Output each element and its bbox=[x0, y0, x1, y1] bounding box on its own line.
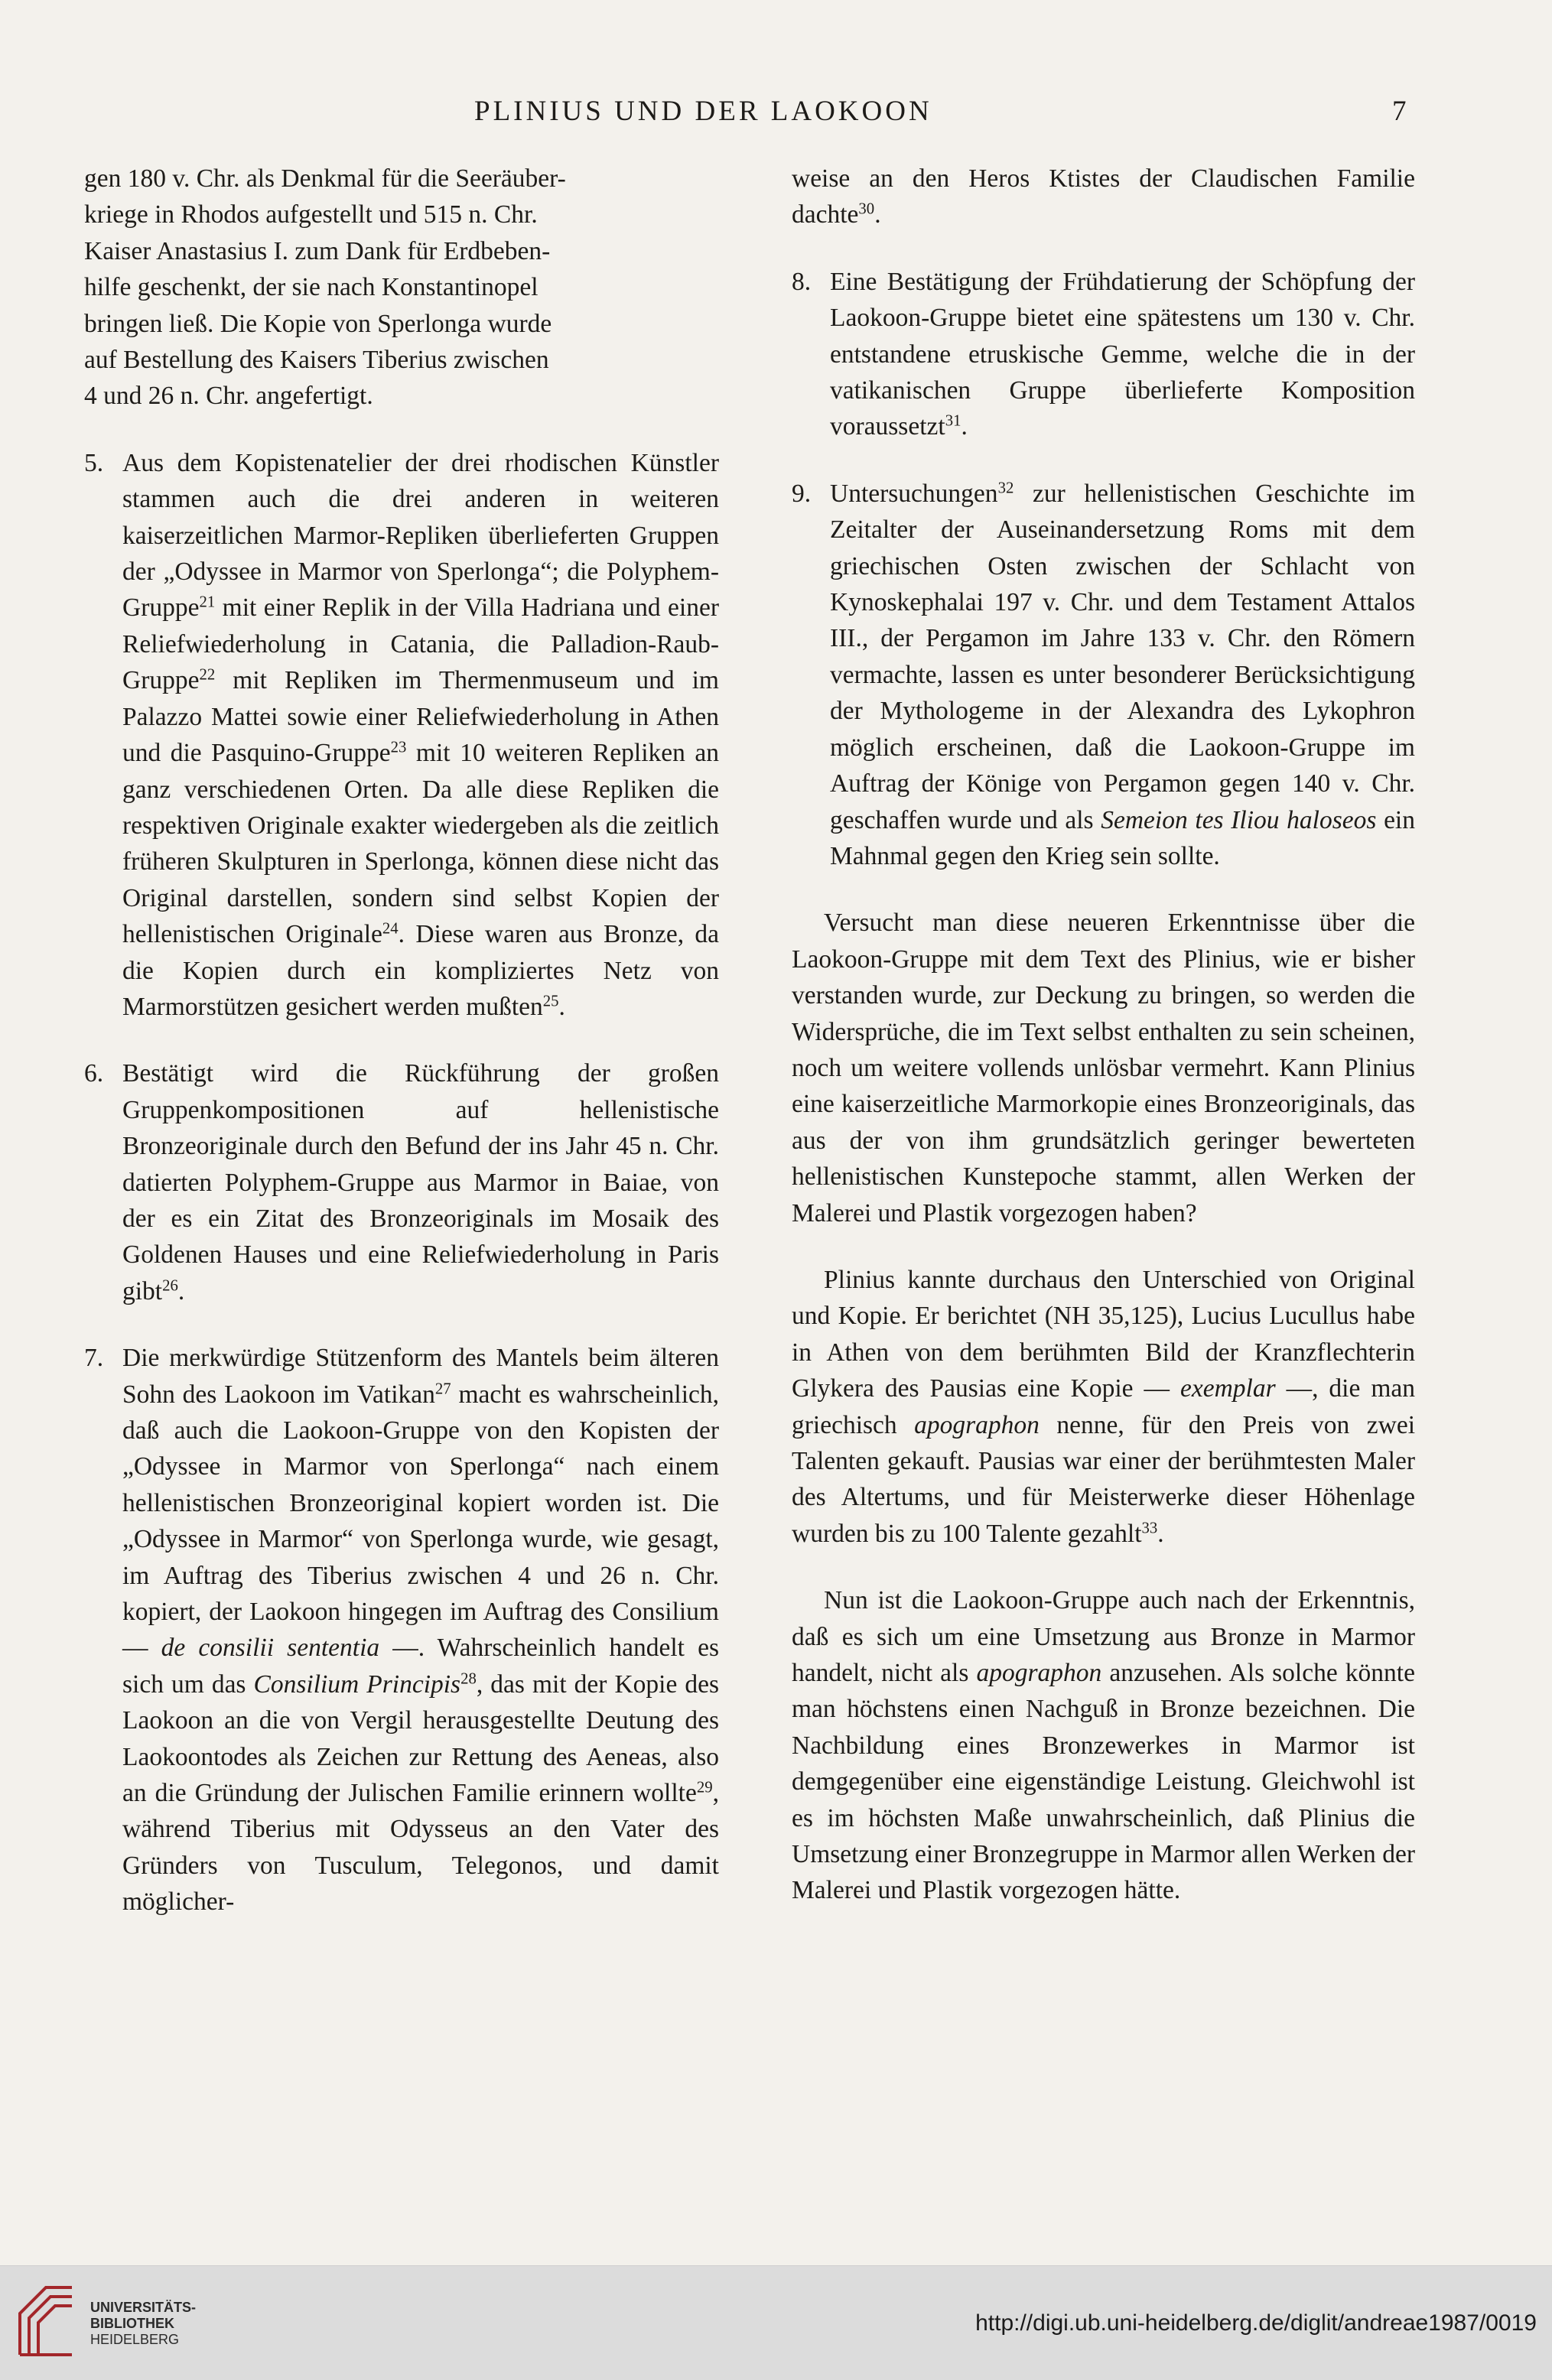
paragraph-text: . bbox=[1157, 1519, 1164, 1548]
right-column bbox=[792, 161, 1415, 1909]
item-text: Aus dem Kopistenatelier der drei rhodischen Künstler stammen auch die drei anderen in weiteren kaiserzeitlichen Marmor-Repliken überlieferten Gruppen der „Odyssee in Marmor von Sperlonga“; die Polyphem-Gruppe bbox=[122, 448, 719, 623]
text-line: 4 und 26 n. Chr. angefertigt. bbox=[84, 382, 373, 411]
footnote-ref: 30 bbox=[858, 200, 875, 218]
footnote-ref: 33 bbox=[1141, 1519, 1158, 1537]
footnote-ref: 25 bbox=[542, 992, 559, 1010]
item-text: macht es wahrscheinlich, daß auch die Laokoon-Gruppe von den Kopisten der „Odyssee in Marmor von Sperlonga“ nach einem hellenistischen Bronzeoriginal kopiert worden ist. Die „Odyssee in Marmor“ von Sperlonga wurde, wie gesagt, im Auftrag des Tiberius zwischen 4 und 26 n. Chr. kopiert, der Laokoon hingegen im Auftrag des Consilium — bbox=[122, 1380, 720, 1663]
item-text: , das mit der Kopie des Laokoon an die von Vergil herausgestellte Deutung des Laokoontodes als Zeichen zur Rettung des Aeneas, also an die Gründung der Julischen Familie erinnern wollte bbox=[122, 1670, 719, 1808]
body-paragraph-3 bbox=[792, 1582, 1415, 1909]
italic-phrase: de consilii sententia bbox=[161, 1634, 380, 1663]
library-name-line: HEIDELBERG bbox=[90, 2332, 180, 2347]
text-line: auf Bestellung des Kaisers Tiberius zwischen bbox=[84, 346, 549, 375]
page-number: 7 bbox=[1392, 96, 1407, 127]
page-header bbox=[0, 95, 1552, 138]
text-line: Kaiser Anastasius I. zum Dank für Erdbeben- bbox=[84, 236, 551, 265]
item-text: zur hellenistischen Geschichte im Zeitalter der Auseinandersetzung Roms mit dem griechischen Osten zwischen der Schlacht von Kynoskephalai 197 v. Chr. und dem Testament Attalos III., der Pergamon im Jahre 133 v. Chr. den Römern vermachte, lassen es unter besonderer Berücksichtigung der Mythologeme in der Alexandra des Lykophron möglich erscheinen, daß die Laokoon-Gruppe im Auftrag der Könige von Pergamon gegen 140 v. Chr. geschaffen wurde und als bbox=[830, 479, 1415, 834]
item-number: 9. bbox=[792, 479, 812, 508]
library-name-line: UNIVERSITÄTS- bbox=[90, 2300, 197, 2315]
item-text: mit 10 weiteren Repliken an ganz verschiedenen Orten. Da alle diese Repliken die respektiven Originale exakter wiedergeben als die zeitlich früheren Skulpturen in Sperlonga, können diese nicht das Original darstellen, sondern sind selbst Kopien der hellenistischen Originale bbox=[122, 739, 719, 949]
item-text: ein Mahnmal gegen den Krieg sein sollte. bbox=[830, 805, 1415, 870]
italic-phrase: apographon bbox=[976, 1659, 1102, 1688]
item-number: 8. bbox=[792, 267, 812, 296]
footnote-ref: 23 bbox=[390, 738, 407, 756]
paragraph-text: —, die man griechisch bbox=[792, 1374, 1415, 1439]
italic-phrase: Consilium Principis bbox=[253, 1670, 461, 1699]
item-number: 7. bbox=[84, 1344, 104, 1373]
paragraph-text: . bbox=[874, 200, 881, 229]
paragraph-text: Nun ist die Laokoon-Gruppe auch nach der Erkenntnis, daß es sich um eine Umsetzung aus Bronze in Marmor handelt, nicht als bbox=[792, 1586, 1415, 1688]
paragraph-text: Plinius kannte durchaus den Unterschied von Original und Kopie. Er berichtet (NH 35,125), Lucius Lucullus habe in Athen von dem berühmten Bild der Kranzflechterin Glykera des Pausias eine Kopie — bbox=[792, 1265, 1415, 1403]
permalink-url[interactable]: http://digi.ub.uni-heidelberg.de/diglit/andreae1987/0019 bbox=[975, 2310, 1537, 2336]
text-line: gen 180 v. Chr. als Denkmal für die Seeräuber- bbox=[84, 164, 566, 193]
text-line: kriege in Rhodos aufgestellt und 515 n. Chr. bbox=[84, 200, 538, 229]
footnote-ref: 24 bbox=[382, 919, 399, 938]
footnote-ref: 27 bbox=[434, 1380, 451, 1398]
running-head: PLINIUS UND DER LAOKOON bbox=[474, 96, 932, 127]
italic-phrase: apographon bbox=[914, 1410, 1040, 1439]
body-paragraph-1: Versucht man diese neueren Erkenntnisse über die Laokoon-Gruppe mit dem Text des Plinius, wie er bisher verstanden wurde, zur Deckung zu bringen, so werden die Widersprüche, die im Text selbst enthalten zu sein scheinen, noch um weitere vollends unlösbar vermehrt. Kann Plinius eine kaiserzeitliche Marmorkopie eines Bronzeoriginals, das aus der von ihm grundsätzlich geringer bewerteten hellenistischen Kunstepoche stammt, allen Werken der Malerei und Plastik vorgezogen haben? bbox=[792, 909, 1415, 1227]
list-item-9 bbox=[792, 476, 1415, 874]
library-name-line: BIBLIOTHEK bbox=[90, 2316, 174, 2331]
footnote-ref: 26 bbox=[162, 1276, 178, 1295]
item-text: . Diese waren aus Bronze, da die Kopien durch ein kompliziertes Netz von Marmorstützen gesichert werden mußten bbox=[122, 920, 719, 1021]
item-text: . bbox=[961, 412, 968, 441]
footnote-ref: 31 bbox=[945, 412, 961, 431]
left-intro-paragraph bbox=[84, 161, 719, 415]
list-item-8 bbox=[792, 264, 1415, 445]
paragraph-text: weise an den Heros Ktistes der Claudischen Familie dachte bbox=[792, 164, 1415, 229]
library-name bbox=[90, 2300, 196, 2348]
footnote-ref: 28 bbox=[460, 1670, 477, 1688]
item-text: Bestätigt wird die Rückführung der großen Gruppenkompositionen auf hellenistische Bronzeoriginale durch den Befund der ins Jahr 45 n. Chr. datierten Polyphem-Gruppe aus Marmor in Baiae, von der es ein Zitat des Bronzeoriginals im Mosaik des Goldenen Hauses und eine Reliefwiederholung in Paris gibt bbox=[122, 1059, 719, 1305]
list-item-6 bbox=[84, 1055, 719, 1309]
item-text: . bbox=[558, 992, 565, 1021]
footnote-ref: 22 bbox=[199, 665, 216, 684]
item-text: —. Wahrscheinlich handelt es sich um das bbox=[122, 1634, 719, 1699]
item-text: mit einer Replik in der Villa Hadriana und einer Reliefwiederholung in Catania, die Palladion-Raub-Gruppe bbox=[122, 593, 719, 695]
item-number: 6. bbox=[84, 1059, 104, 1088]
italic-phrase: exemplar bbox=[1179, 1374, 1276, 1403]
item-text: Eine Bestätigung der Frühdatierung der Schöpfung der Laokoon-Gruppe bietet eine spätestens um 130 v. Chr. entstandene etruskische Gemme, welche die in der vatikanischen Gruppe überlieferte Komposition voraussetzt bbox=[830, 267, 1415, 441]
text-line: bringen ließ. Die Kopie von Sperlonga wurde bbox=[84, 309, 552, 338]
right-intro-paragraph bbox=[792, 161, 1415, 233]
body-paragraph-2 bbox=[792, 1262, 1415, 1552]
italic-phrase: Semeion tes Iliou haloseos bbox=[1101, 805, 1377, 834]
list-item-5 bbox=[84, 445, 719, 1026]
item-text: Untersuchungen bbox=[830, 479, 998, 508]
list-item-7 bbox=[84, 1340, 719, 1920]
text-line: hilfe geschenkt, der sie nach Konstantinopel bbox=[84, 273, 538, 302]
paragraph-text: anzusehen. Als solche könnte man höchstens einen Nachguß in Bronze bezeichnen. Die Nachbildung eines Bronzewerkes in Marmor ist demgegenüber eine eigenständige Leistung. Gleichwohl ist es im höchsten Maße unwahrscheinlich, daß Plinius die Umsetzung einer Bronzegruppe in Marmor allen Werken der Malerei und Plastik vorgezogen hätte. bbox=[792, 1659, 1415, 1905]
footer-bar bbox=[0, 2265, 1552, 2380]
item-number: 5. bbox=[84, 448, 104, 477]
item-text: , während Tiberius mit Odysseus an den Vater des Gründers von Tusculum, Telegonos, und damit möglicher- bbox=[122, 1779, 719, 1917]
footnote-ref: 29 bbox=[696, 1778, 713, 1796]
item-text: . bbox=[177, 1276, 185, 1305]
item-text: mit Repliken im Thermenmuseum und im Palazzo Mattei sowie einer Reliefwiederholung in Athen und die Pasquino-Gruppe bbox=[122, 666, 719, 768]
library-logo-icon bbox=[15, 2283, 76, 2359]
paragraph-text: nenne, für den Preis von zwei Talenten gekauft. Pausias war einer der berühmtesten Maler des Altertums, und für Meisterwerke dieser Höhenlage wurden bis zu 100 Talente gezahlt bbox=[792, 1410, 1416, 1548]
item-text: Die merkwürdige Stützenform des Mantels beim älteren Sohn des Laokoon im Vatikan bbox=[122, 1344, 719, 1409]
footnote-ref: 32 bbox=[997, 479, 1014, 497]
footnote-ref: 21 bbox=[199, 593, 216, 612]
left-column bbox=[84, 161, 719, 1920]
